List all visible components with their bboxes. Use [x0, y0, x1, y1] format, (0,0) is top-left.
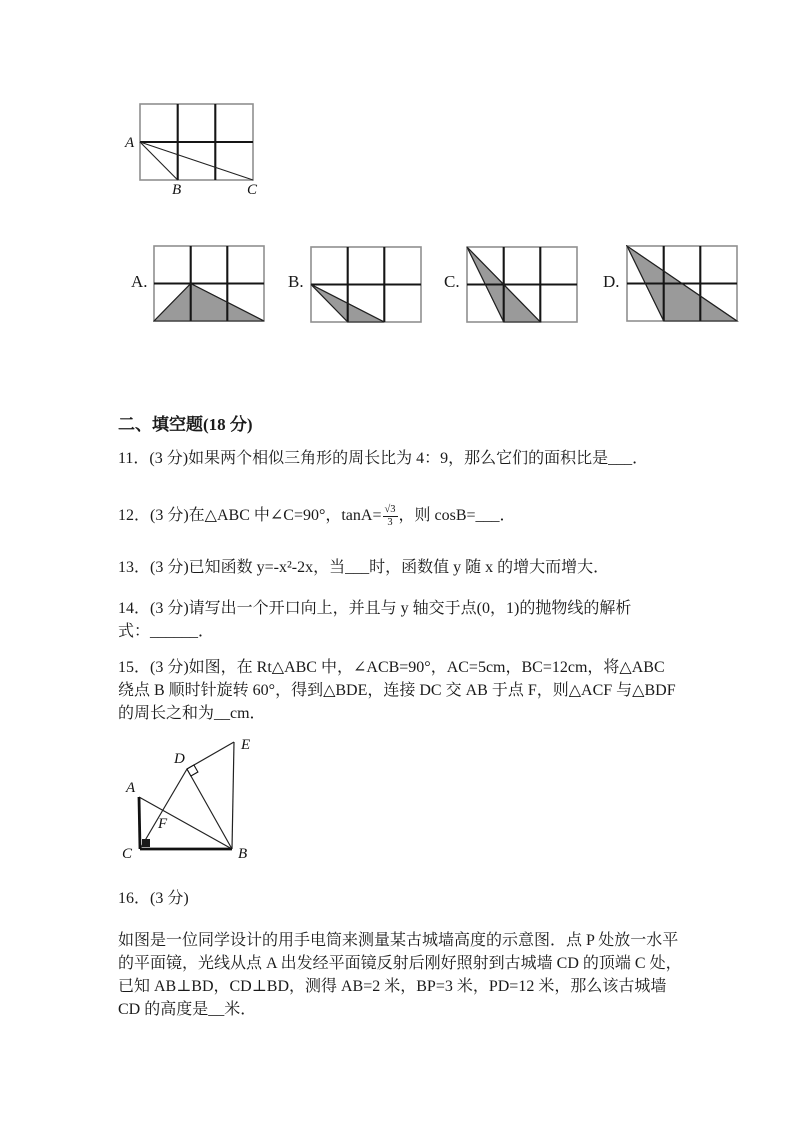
question-11-text: 11．(3 分)如果两个相似三角形的周长比为 4：9，那么它们的面积比是___． — [118, 450, 649, 467]
right-angle-mark-d — [187, 765, 198, 776]
question-13-text: 13．(3 分)已知函数 y=-x²-2x，当___时，函数值 y 随 x 的增大而增大． — [118, 559, 610, 576]
question-16-text — [118, 929, 682, 1021]
option-c-figure — [466, 246, 580, 325]
q15-vertex-label-c: C — [122, 846, 133, 862]
question-15-line-3: 的周长之和为__cm． — [118, 705, 266, 722]
question-12-suffix: ，则 cosB=___． — [398, 507, 516, 525]
question-16-line-4: CD 的高度是__米． — [118, 1001, 257, 1018]
option-c-label: C. — [444, 272, 460, 291]
stem-triangle — [140, 142, 253, 180]
stem-grid-lines — [140, 104, 253, 180]
option-d-label: D. — [603, 272, 620, 291]
q15-thin-lines — [139, 742, 234, 849]
fraction-sqrt3-over-3 — [383, 504, 398, 529]
option-a-figure — [153, 245, 267, 324]
stem-vertex-label-a: A — [125, 135, 135, 151]
question-15-line-2: 绕点 B 顺时针旋转 60°，得到△BDE，连接 DC 交 AB 于点 F，则△ACF 与△BDF — [118, 682, 676, 699]
question-15-text — [118, 656, 676, 725]
question-12-prefix: 12．(3 分)在△ABC 中∠C=90°，tanA= — [118, 507, 382, 525]
question-16-line-1: 如图是一位同学设计的用手电筒来测量某古城墙高度的示意图．点 P 处放一水平 — [118, 932, 679, 949]
option-a-triangle — [154, 284, 264, 322]
question-14-line-1: 14．(3 分)请写出一个开口向上，并且与 y 轴交于点(0，1)的抛物线的解析 — [118, 600, 632, 617]
stem-figure — [118, 95, 278, 200]
stem-vertex-label-b: B — [172, 182, 182, 198]
option-b-grid-lines — [311, 247, 421, 322]
q15-vertex-label-e: E — [241, 737, 251, 753]
question-16-line-2: 的平面镜，光线从点 A 出发经平面镜反射后刚好照射到古城墙 CD 的顶端 C 处， — [118, 955, 682, 972]
q15-vertex-label-f: F — [158, 816, 168, 832]
q15-vertex-label-b: B — [238, 846, 248, 862]
q15-vertex-label-d: D — [174, 751, 185, 767]
stem-vertex-label-c: C — [247, 182, 258, 198]
fraction-numerator: √3 — [383, 504, 398, 517]
right-angle-mark-c — [142, 839, 150, 847]
option-d-figure — [626, 245, 740, 324]
option-a-label: A. — [131, 272, 148, 291]
option-b-figure — [310, 246, 424, 325]
question-15-figure — [116, 730, 281, 875]
fraction-denominator: 3 — [387, 517, 393, 529]
question-16-line-3: 已知 AB⊥BD，CD⊥BD，测得 AB=2 米，BP=3 米，PD=12 米，那么该古城墙 — [118, 978, 667, 995]
option-b-label: B. — [288, 272, 304, 291]
question-12-text — [118, 504, 516, 529]
question-16-number: 16．(3 分) — [118, 890, 189, 907]
q15-vertex-label-a: A — [126, 780, 136, 796]
section-header: 二、填空题(18 分) — [118, 415, 253, 434]
question-14-text — [118, 597, 631, 643]
question-14-line-2: 式：______． — [118, 623, 215, 640]
question-15-line-1: 15．(3 分)如图，在 Rt△ABC 中，∠ACB=90°，AC=5cm，BC=12cm，将△ABC — [118, 659, 665, 676]
